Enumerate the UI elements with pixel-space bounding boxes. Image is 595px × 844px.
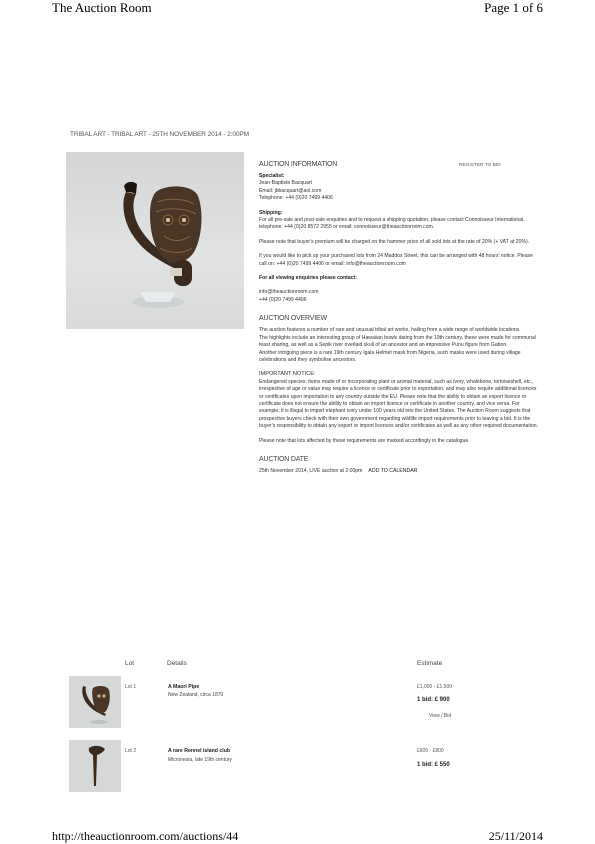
pickup-text: If you would like to pick up your purchased lots from 24 Maddox Street, this can be arranged with 48 hours' notice. Please call on: +44 (0)20 7499 4406 or email: info@theauctionroom.com [259,253,533,267]
lot-1-current-bid: 1 bid: £ 900 [417,697,450,703]
table-header-lot: Lot [125,660,135,667]
viewing-label: For all viewing enquiries please contact: [259,275,357,282]
specialist-email[interactable]: Email: jbbacquart@aol.com [259,187,322,194]
lot-2-number: Lot 2 [125,748,137,754]
footer-date: 25/11/2014 [488,829,543,843]
shipping-text: For all pre-sale and post-sale enquiries and to request a shipping quotation, please contact Connoisseur International, telephone: +44 (0)20 8572 2955 or email: connoisseur@theauctionroom.com. [259,217,525,231]
lot-2-thumbnail[interactable] [69,740,121,792]
lot-2-current-bid: 1 bid: £ 550 [417,762,450,768]
auction-main-image [66,152,244,329]
table-header-estimate: Estimate [417,660,443,667]
specialist-name: Jean-Baptiste Bacquart [259,180,312,187]
auction-date-heading: AUCTION DATE [259,455,309,463]
auction-date-text [259,468,541,475]
notice-marked-text: Please note that lots affected by these requirements are marked accordingly in the catalogue. [259,437,470,444]
rennel-club-thumbnail-image [69,740,121,792]
auction-information-heading: AUCTION INFORMATION [259,161,338,168]
premium-text: Please note that buyer's premium will be charged on the hammer price of all sold lots at the rate of 20% (+ VAT at 20%). [259,238,530,245]
add-to-calendar-link[interactable]: ADD TO CALENDAR [368,467,418,474]
important-notice-text: Endangered species: items made of or incorporating plant or animal material, such as ivory, whalebone, tortoiseshell, etc., irrespective of age or value may require a licence or certificate prior to exportation, and may also require additional licences or certificates upon importation to any country outside the EU. Please note that the ability to obtain an export licence or certificate does not ensure the ability to obtain an import licence or certificate in another country, and vice versa. For example, it is illegal to import elephant ivory under 100 years old into the United States. The Auction Room suggests that prospective buyers check with their own government regarding wildlife import requirements prior to leaving a bid. It is the buyer's responsibility to obtain any export or import licences and/or certificates as well as any other required documentation. [259,378,539,430]
register-to-bid-link[interactable]: REGISTER TO BID [459,163,501,168]
lot-1-estimate: £1,000 - £1,500 [417,684,453,690]
maori-pipe-image [66,152,244,329]
lot-2-estimate: £600 - £800 [417,748,444,754]
overview-paragraph-1: The auction features a number of rare and unusual tribal art works, hailing from a wide range of worldwide locations. [259,327,521,334]
lot-1-title[interactable]: A Maori Pipe [168,684,200,690]
lot-1-subtitle: New Zealand, circa 1870 [168,692,224,698]
shipping-label: Shipping: [259,209,283,216]
header-page-number: Page 1 of 6 [484,0,543,15]
breadcrumb[interactable]: TRIBAL ART - TRIBAL ART - 25TH NOVEMBER 2014 - 2:00PM [70,131,249,138]
important-notice-heading: IMPORTANT NOTICE: [259,371,316,378]
specialist-phone: Telephone: +44 (0)20 7499 4406 [259,195,333,202]
lot-1-number: Lot 1 [125,684,137,690]
auction-date-value: 25th November 2014, LIVE auction at 2:00pm [259,467,363,474]
auction-overview-heading: AUCTION OVERVIEW [259,315,327,323]
viewing-phone: +44 (0)20 7499 4406 [259,296,307,303]
lot-1-thumbnail[interactable] [69,676,121,728]
header-site-title: The Auction Room [52,0,152,15]
auction-content [259,160,541,475]
maori-pipe-thumbnail-image [69,676,121,728]
viewing-email[interactable]: info@theauctionroom.com [259,289,319,296]
specialist-label: Specialist: [259,173,285,179]
footer-url: http://theauctionroom.com/auctions/44 [52,829,239,843]
lot-2-subtitle: Micronesia, late 19th century [168,757,232,763]
lot-1-view-bid-link[interactable]: View / Bid [429,713,452,719]
overview-paragraph-3: Another intriguing piece is a rare 19th century Igala Helmet mask from Nigeria, such masks were used during village celebrations and they symbolise ancestors. [259,349,521,363]
lot-2-title[interactable]: A rare Rennel island club [168,748,231,754]
table-header-details: Details [167,660,187,667]
overview-paragraph-2: The highlights include an interesting group of Hawaiian bowls dating from the 19th century, these were made for communal feast sharing, as well as a Sepik river overlaid skull of an ancestor and an impressive Punu figure from Gabon. [259,334,536,349]
